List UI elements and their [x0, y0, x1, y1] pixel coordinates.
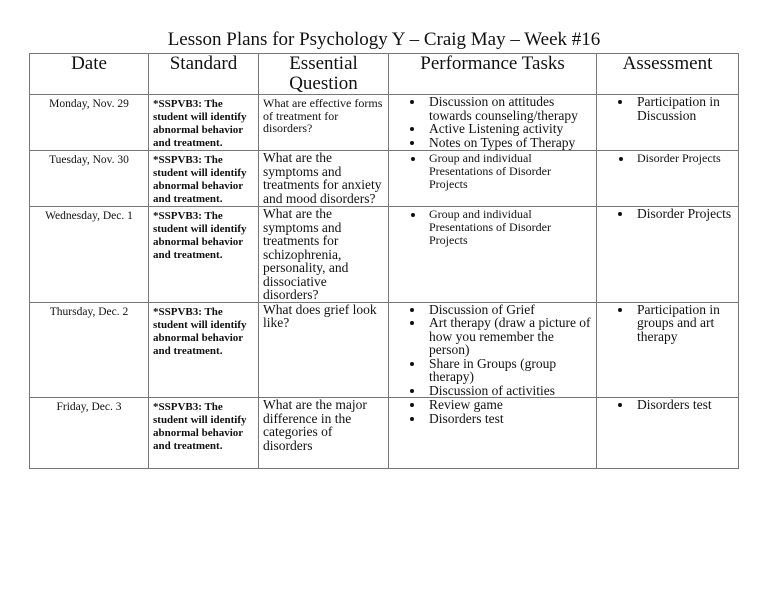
standard-cell: *SSPVB3: The student will identify abnormal behavior and treatment. [149, 398, 259, 469]
task-item: • Discussion on attitudes towards counseling/therapy [425, 95, 592, 122]
task-item: • Group and individual Presentations of Disorder Projects [425, 152, 592, 191]
tasks-cell [389, 207, 597, 303]
task-item: • Group and individual Presentations of Disorder Projects [425, 208, 592, 247]
assessment-item: • Participation in Discussion [633, 95, 734, 122]
task-item: • Discussion of activities [425, 384, 592, 398]
assessment-cell [597, 95, 739, 151]
question-cell: What are the major difference in the categories of disorders [259, 398, 389, 469]
task-item: • Active Listening activity [425, 122, 592, 136]
header-tasks: Performance Tasks [389, 54, 597, 95]
assessment-cell [597, 207, 739, 303]
standard-cell: *SSPVB3: The student will identify abnormal behavior and treatment. [149, 207, 259, 303]
tasks-cell [389, 151, 597, 207]
assessment-cell [597, 302, 739, 398]
table-row [30, 398, 739, 469]
tasks-cell [389, 302, 597, 398]
table-row [30, 151, 739, 207]
header-row [30, 54, 739, 95]
assessment-item: • Disorders test [633, 398, 734, 412]
task-item: • Notes on Types of Therapy [425, 136, 592, 150]
question-cell: What are effective forms of treatment for disorders? [259, 95, 389, 151]
header-standard: Standard [149, 54, 259, 95]
standard-cell: *SSPVB3: The student will identify abnormal behavior and treatment. [149, 302, 259, 398]
date-cell: Monday, Nov. 29 [30, 95, 149, 151]
table-row [30, 207, 739, 303]
header-date: Date [30, 54, 149, 95]
standard-cell: *SSPVB3: The student will identify abnormal behavior and treatment. [149, 151, 259, 207]
question-cell: What are the symptoms and treatments for anxiety and mood disorders? [259, 151, 389, 207]
tasks-cell [389, 95, 597, 151]
task-item: • Art therapy (draw a picture of how you remember the person) [425, 316, 592, 357]
assessment-cell [597, 398, 739, 469]
header-question: Essential Question [259, 54, 389, 95]
page-title: Lesson Plans for Psychology Y – Craig May – Week #16 [167, 29, 601, 50]
header-assessment: Assessment [597, 54, 739, 95]
date-cell: Tuesday, Nov. 30 [30, 151, 149, 207]
task-item: • Discussion of Grief [425, 303, 592, 317]
standard-cell: *SSPVB3: The student will identify abnormal behavior and treatment. [149, 95, 259, 151]
task-item: • Review game [425, 398, 592, 412]
assessment-item: • Disorder Projects [633, 207, 734, 221]
question-cell: What are the symptoms and treatments for schizophrenia, personality, and dissociative disorders? [259, 207, 389, 303]
question-cell: What does grief look like? [259, 302, 389, 398]
table-row [30, 302, 739, 398]
assessment-item: • Disorder Projects [633, 152, 734, 165]
assessment-item: • Participation in groups and art therapy [633, 303, 734, 344]
task-item: • Share in Groups (group therapy) [425, 357, 592, 384]
date-cell: Thursday, Dec. 2 [30, 302, 149, 398]
lesson-plan-table [29, 53, 739, 469]
date-cell: Friday, Dec. 3 [30, 398, 149, 469]
tasks-cell [389, 398, 597, 469]
date-cell: Wednesday, Dec. 1 [30, 207, 149, 303]
task-item: • Disorders test [425, 412, 592, 426]
table-row [30, 95, 739, 151]
assessment-cell [597, 151, 739, 207]
